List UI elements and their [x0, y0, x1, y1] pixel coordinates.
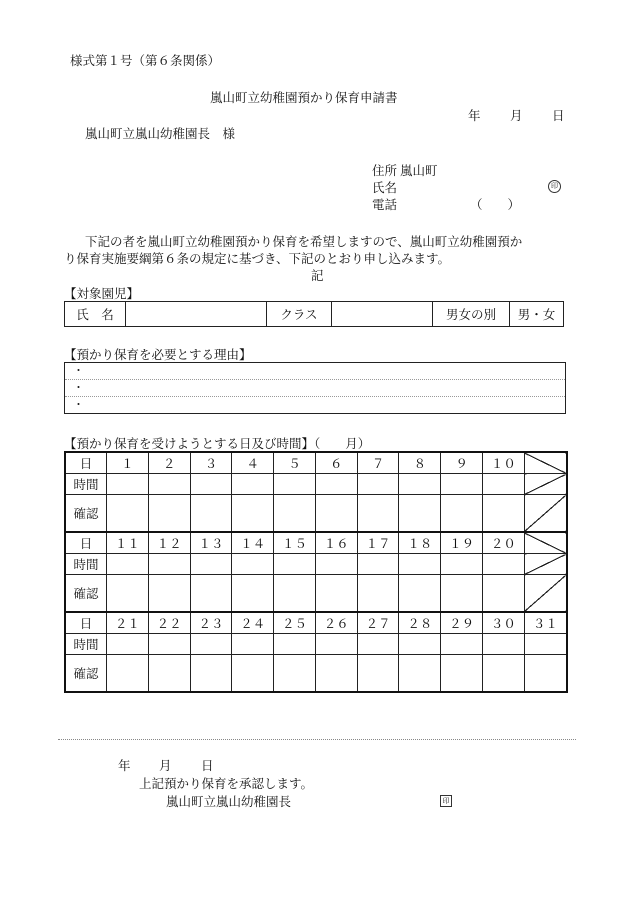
body-line-1: 下記の者を嵐山町立幼稚園預かり保育を希望しますので、嵐山町立幼稚園預か: [85, 234, 523, 249]
schedule-check-cell[interactable]: [483, 495, 525, 533]
ki-label: 記: [311, 268, 324, 283]
schedule-time-cell[interactable]: [315, 634, 357, 655]
schedule-row-check-week-2: [65, 575, 567, 613]
schedule-table: [64, 451, 568, 693]
schedule-time-cell[interactable]: [524, 634, 567, 655]
schedule-check-cell[interactable]: [107, 575, 149, 613]
schedule-time-cell[interactable]: [483, 554, 525, 575]
schedule-day-label: 日: [65, 612, 107, 634]
schedule-row-time-week-1: [65, 474, 567, 495]
schedule-time-cell[interactable]: [190, 474, 232, 495]
schedule-day-number: ２７: [357, 612, 399, 634]
schedule-day-number: ３１: [524, 612, 567, 634]
schedule-day-number: ９: [441, 452, 483, 474]
schedule-time-cell[interactable]: [483, 474, 525, 495]
schedule-time-cell[interactable]: [274, 554, 316, 575]
date-day-label: 日: [552, 108, 565, 123]
schedule-check-cell[interactable]: [232, 575, 274, 613]
schedule-day-label: 日: [65, 532, 107, 554]
schedule-unused-cell: [524, 554, 567, 575]
schedule-row-day-week-1: [65, 452, 567, 474]
schedule-time-label: 時間: [65, 554, 107, 575]
schedule-check-cell[interactable]: [232, 655, 274, 693]
schedule-check-cell[interactable]: [274, 495, 316, 533]
schedule-time-cell[interactable]: [315, 474, 357, 495]
schedule-time-cell[interactable]: [148, 634, 190, 655]
schedule-check-cell[interactable]: [148, 495, 190, 533]
schedule-day-number: １０: [483, 452, 525, 474]
date-year-label: 年: [468, 108, 481, 123]
schedule-check-cell[interactable]: [441, 655, 483, 693]
schedule-check-cell[interactable]: [399, 655, 441, 693]
schedule-check-cell[interactable]: [107, 495, 149, 533]
schedule-time-cell[interactable]: [107, 474, 149, 495]
schedule-time-cell[interactable]: [190, 554, 232, 575]
reason-line-3[interactable]: ・: [73, 398, 84, 411]
schedule-check-cell[interactable]: [148, 655, 190, 693]
cut-line: [58, 739, 576, 740]
schedule-check-cell[interactable]: [107, 655, 149, 693]
child-class-label: クラス: [267, 302, 332, 327]
form-number: 様式第１号（第６条関係）: [70, 53, 221, 68]
schedule-day-number: １４: [232, 532, 274, 554]
schedule-day-number: ２６: [315, 612, 357, 634]
schedule-day-number: ４: [232, 452, 274, 474]
schedule-check-cell[interactable]: [315, 575, 357, 613]
schedule-day-number: ２: [148, 452, 190, 474]
schedule-check-cell[interactable]: [190, 575, 232, 613]
schedule-time-cell[interactable]: [190, 634, 232, 655]
schedule-time-cell[interactable]: [107, 554, 149, 575]
schedule-day-number: １: [107, 452, 149, 474]
approval-day-label: 日: [201, 758, 214, 773]
schedule-check-cell[interactable]: [357, 575, 399, 613]
child-section-heading: 【対象園児】: [64, 286, 140, 301]
schedule-time-cell[interactable]: [357, 474, 399, 495]
schedule-day-number: １３: [190, 532, 232, 554]
schedule-time-cell[interactable]: [441, 634, 483, 655]
date-month-label: 月: [510, 108, 523, 123]
schedule-day-number: ８: [399, 452, 441, 474]
address-label: 住所: [372, 163, 398, 178]
schedule-check-label: 確認: [65, 655, 107, 693]
schedule-check-cell[interactable]: [148, 575, 190, 613]
schedule-day-number: ７: [357, 452, 399, 474]
schedule-day-number: ３０: [483, 612, 525, 634]
approval-seal-icon: 印: [440, 795, 452, 807]
schedule-time-cell[interactable]: [483, 634, 525, 655]
schedule-unused-cell: [524, 495, 567, 533]
schedule-check-cell[interactable]: [441, 575, 483, 613]
schedule-check-cell[interactable]: [357, 655, 399, 693]
child-class-field[interactable]: [332, 302, 433, 327]
schedule-time-cell[interactable]: [399, 474, 441, 495]
phone-label: 電話: [372, 197, 398, 212]
schedule-time-cell[interactable]: [441, 554, 483, 575]
schedule-day-number: ２１: [107, 612, 149, 634]
child-table: [64, 301, 564, 327]
schedule-unused-cell: [524, 474, 567, 495]
address-value: 嵐山町: [400, 163, 438, 178]
schedule-day-number: １５: [274, 532, 316, 554]
approval-year-label: 年: [118, 758, 131, 773]
schedule-day-number: １７: [357, 532, 399, 554]
schedule-check-cell[interactable]: [524, 655, 567, 693]
schedule-row-check-week-1: [65, 495, 567, 533]
schedule-day-number: ２８: [399, 612, 441, 634]
schedule-time-cell[interactable]: [441, 474, 483, 495]
schedule-time-cell[interactable]: [357, 554, 399, 575]
schedule-day-number: ２４: [232, 612, 274, 634]
schedule-check-label: 確認: [65, 495, 107, 533]
schedule-check-cell[interactable]: [190, 495, 232, 533]
schedule-day-number: １８: [399, 532, 441, 554]
schedule-day-label: 日: [65, 452, 107, 474]
schedule-time-cell[interactable]: [274, 634, 316, 655]
schedule-unused-cell: [524, 575, 567, 613]
schedule-day-number: ２５: [274, 612, 316, 634]
schedule-check-cell[interactable]: [274, 655, 316, 693]
reason-box: [64, 362, 566, 414]
schedule-day-number: ６: [315, 452, 357, 474]
schedule-check-cell[interactable]: [483, 655, 525, 693]
child-name-field[interactable]: [126, 302, 267, 327]
schedule-heading: 【預かり保育を受けようとする日及び時間】（ 月）: [64, 436, 371, 451]
schedule-row-day-week-2: [65, 532, 567, 554]
schedule-day-number: ５: [274, 452, 316, 474]
schedule-time-cell[interactable]: [232, 554, 274, 575]
schedule-day-number: ２３: [190, 612, 232, 634]
schedule-check-cell[interactable]: [190, 655, 232, 693]
schedule-time-label: 時間: [65, 634, 107, 655]
reason-section-heading: 【預かり保育を必要とする理由】: [64, 347, 252, 362]
schedule-day-number: １２: [148, 532, 190, 554]
schedule-row-time-week-3: [65, 634, 567, 655]
schedule-time-cell[interactable]: [399, 554, 441, 575]
schedule-row-time-week-2: [65, 554, 567, 575]
schedule-time-cell[interactable]: [357, 634, 399, 655]
child-name-label: 氏 名: [65, 302, 126, 327]
schedule-time-cell[interactable]: [274, 474, 316, 495]
schedule-check-cell[interactable]: [441, 495, 483, 533]
form-title: 嵐山町立幼稚園預かり保育申請書: [210, 90, 398, 105]
child-gender-label: 男女の別: [433, 302, 510, 327]
schedule-time-cell[interactable]: [232, 634, 274, 655]
schedule-time-cell[interactable]: [315, 554, 357, 575]
schedule-row-check-week-3: [65, 655, 567, 693]
reason-line-1[interactable]: ・: [65, 363, 565, 380]
schedule-check-cell[interactable]: [357, 495, 399, 533]
seal-icon: 印: [548, 180, 561, 193]
schedule-time-label: 時間: [65, 474, 107, 495]
schedule-check-cell[interactable]: [399, 495, 441, 533]
schedule-day-number: １１: [107, 532, 149, 554]
approval-statement: 上記預かり保育を承認します。: [139, 776, 314, 791]
phone-parens: （ ）: [470, 197, 521, 212]
schedule-check-cell[interactable]: [399, 575, 441, 613]
approval-month-label: 月: [159, 758, 172, 773]
schedule-check-cell[interactable]: [483, 575, 525, 613]
schedule-day-number: ２０: [483, 532, 525, 554]
schedule-unused-cell: [524, 452, 567, 474]
schedule-time-cell[interactable]: [107, 634, 149, 655]
schedule-check-cell[interactable]: [315, 655, 357, 693]
schedule-day-number: ２２: [148, 612, 190, 634]
schedule-unused-cell: [524, 532, 567, 554]
schedule-check-cell[interactable]: [274, 575, 316, 613]
child-gender-field[interactable]: 男・女: [510, 302, 564, 327]
schedule-time-cell[interactable]: [232, 474, 274, 495]
reason-line-2[interactable]: ・: [65, 380, 565, 397]
schedule-day-number: ２９: [441, 612, 483, 634]
addressee: 嵐山町立嵐山幼稚園長 様: [85, 126, 236, 141]
schedule-day-number: ３: [190, 452, 232, 474]
schedule-check-label: 確認: [65, 575, 107, 613]
schedule-time-cell[interactable]: [148, 474, 190, 495]
schedule-check-cell[interactable]: [232, 495, 274, 533]
schedule-check-cell[interactable]: [315, 495, 357, 533]
schedule-day-number: １９: [441, 532, 483, 554]
name-label: 氏名: [372, 180, 398, 195]
schedule-time-cell[interactable]: [148, 554, 190, 575]
approval-principal: 嵐山町立嵐山幼稚園長: [166, 794, 292, 809]
schedule-time-cell[interactable]: [399, 634, 441, 655]
schedule-day-number: １６: [315, 532, 357, 554]
body-line-2: り保育実施要綱第６条の規定に基づき、下記のとおり申し込みます。: [64, 251, 451, 266]
schedule-row-day-week-3: [65, 612, 567, 634]
